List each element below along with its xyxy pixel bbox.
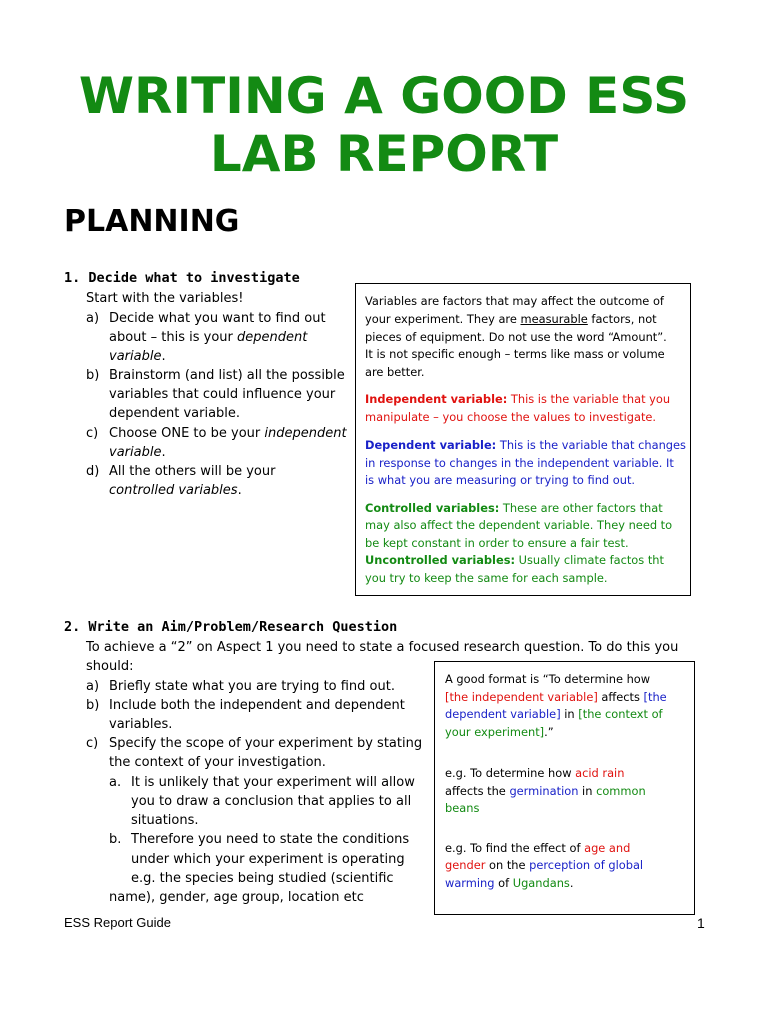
format-example-box (434, 661, 695, 915)
step-2-heading: 2. Write an Aim/Problem/Research Question (64, 619, 398, 635)
box-text: Variables are factors that may affect the outcome of (365, 294, 664, 308)
box-text: pieces of equipment. Do not use the word “Amount”. (365, 330, 667, 344)
document-title-line-2: LAB REPORT (209, 125, 559, 183)
step-1-a-text: Decide what you want to find out (109, 311, 326, 326)
controlled-variables-definition: be kept constant in order to ensure a fair test. (365, 536, 629, 550)
step-2-a-text: Briefly state what you are trying to find out. (109, 679, 395, 694)
step-2-c-marker: c) (86, 736, 99, 751)
step-1-b-text: dependent variable. (109, 406, 241, 421)
example-2: e.g. To find the effect of age and (445, 841, 631, 855)
step-1-intro: Start with the variables! (86, 291, 244, 306)
box-text: your experiment].” (445, 725, 554, 739)
dependent-variable-definition: is what you are measuring or trying to find out. (365, 473, 636, 487)
step-1-heading: 1. Decide what to investigate (64, 270, 300, 286)
step-2-b-text: variables. (109, 717, 173, 732)
step-2-c-a-text: you to draw a conclusion that applies to all (131, 794, 412, 809)
footer-label: ESS Report Guide (64, 915, 171, 930)
step-1-c-marker: c) (86, 426, 99, 441)
step-2-intro: should: (86, 659, 134, 674)
example-1: e.g. To determine how acid rain (445, 766, 625, 780)
step-1-d-text: All the others will be your (109, 464, 276, 479)
uncontrolled-variables-definition: Uncontrolled variables: Usually climate factos tht (365, 553, 664, 567)
step-2-c-b-text: Therefore you need to state the conditions (131, 832, 410, 847)
step-1-d-marker: d) (86, 464, 100, 479)
document-title-line-1: WRITING A GOOD ESS (78, 67, 690, 125)
box-text: It is not specific enough – terms like mass or volume (365, 347, 665, 361)
step-2-c-a-marker: a. (109, 775, 122, 790)
dependent-variable-definition: in response to changes in the independent variable. It (365, 456, 674, 470)
step-1-b-marker: b) (86, 368, 100, 383)
example-1: beans (445, 801, 480, 815)
step-2-b-marker: b) (86, 698, 100, 713)
step-2-c-text: the context of your investigation. (109, 755, 326, 770)
uncontrolled-variables-definition: you try to keep the same for each sample. (365, 571, 608, 585)
step-2-c-text: Specify the scope of your experiment by stating (109, 736, 423, 751)
step-1-b-text: Brainstorm (and list) all the possible (109, 368, 345, 383)
page-number: 1 (697, 915, 705, 931)
step-2-intro: To achieve a “2” on Aspect 1 you need to state a focused research question. To do this you (86, 640, 679, 655)
step-1-c-text: Choose ONE to be your independent (109, 426, 347, 441)
box-text: dependent variable] in [the context of (445, 707, 663, 721)
step-2-a-marker: a) (86, 679, 100, 694)
example-2: gender on the perception of global (445, 858, 644, 872)
step-1-b-text: variables that could influence your (109, 387, 336, 402)
section-heading: PLANNING (64, 204, 240, 239)
step-1-a-marker: a) (86, 311, 100, 326)
step-1-c-text: variable. (109, 445, 166, 460)
step-1-a-text: variable. (109, 349, 166, 364)
independent-variable-definition: Independent variable: This is the variable that you (365, 392, 671, 406)
dependent-variable-definition: Dependent variable: This is the variable that changes (365, 438, 686, 452)
step-2-c-b-text: name), gender, age group, location etc (109, 890, 364, 905)
step-1-d-text: controlled variables. (109, 483, 242, 498)
step-2-c-b-marker: b. (109, 832, 122, 847)
step-2-c-b-text: e.g. the species being studied (scientific (131, 871, 394, 886)
step-1-a-text: about – this is your dependent (109, 330, 308, 345)
step-2-c-a-text: situations. (131, 813, 199, 828)
independent-variable-definition: manipulate – you choose the values to investigate. (365, 410, 657, 424)
step-2-b-text: Include both the independent and dependent (109, 698, 405, 713)
variables-info-box (355, 283, 691, 596)
box-text: your experiment. They are measurable factors, not (365, 312, 657, 326)
example-2: warming of Ugandans. (445, 876, 574, 890)
box-text: [the independent variable] affects [the (445, 690, 667, 704)
controlled-variables-definition: Controlled variables: These are other factors that (365, 501, 663, 515)
step-2-c-a-text: It is unlikely that your experiment will allow (131, 775, 415, 790)
example-1: affects the germination in common (445, 784, 646, 798)
step-2-c-b-text: under which your experiment is operating (131, 852, 405, 867)
box-text: A good format is “To determine how (445, 672, 651, 686)
box-text: are better. (365, 365, 425, 379)
controlled-variables-definition: may also affect the dependent variable. They need to (365, 518, 673, 532)
